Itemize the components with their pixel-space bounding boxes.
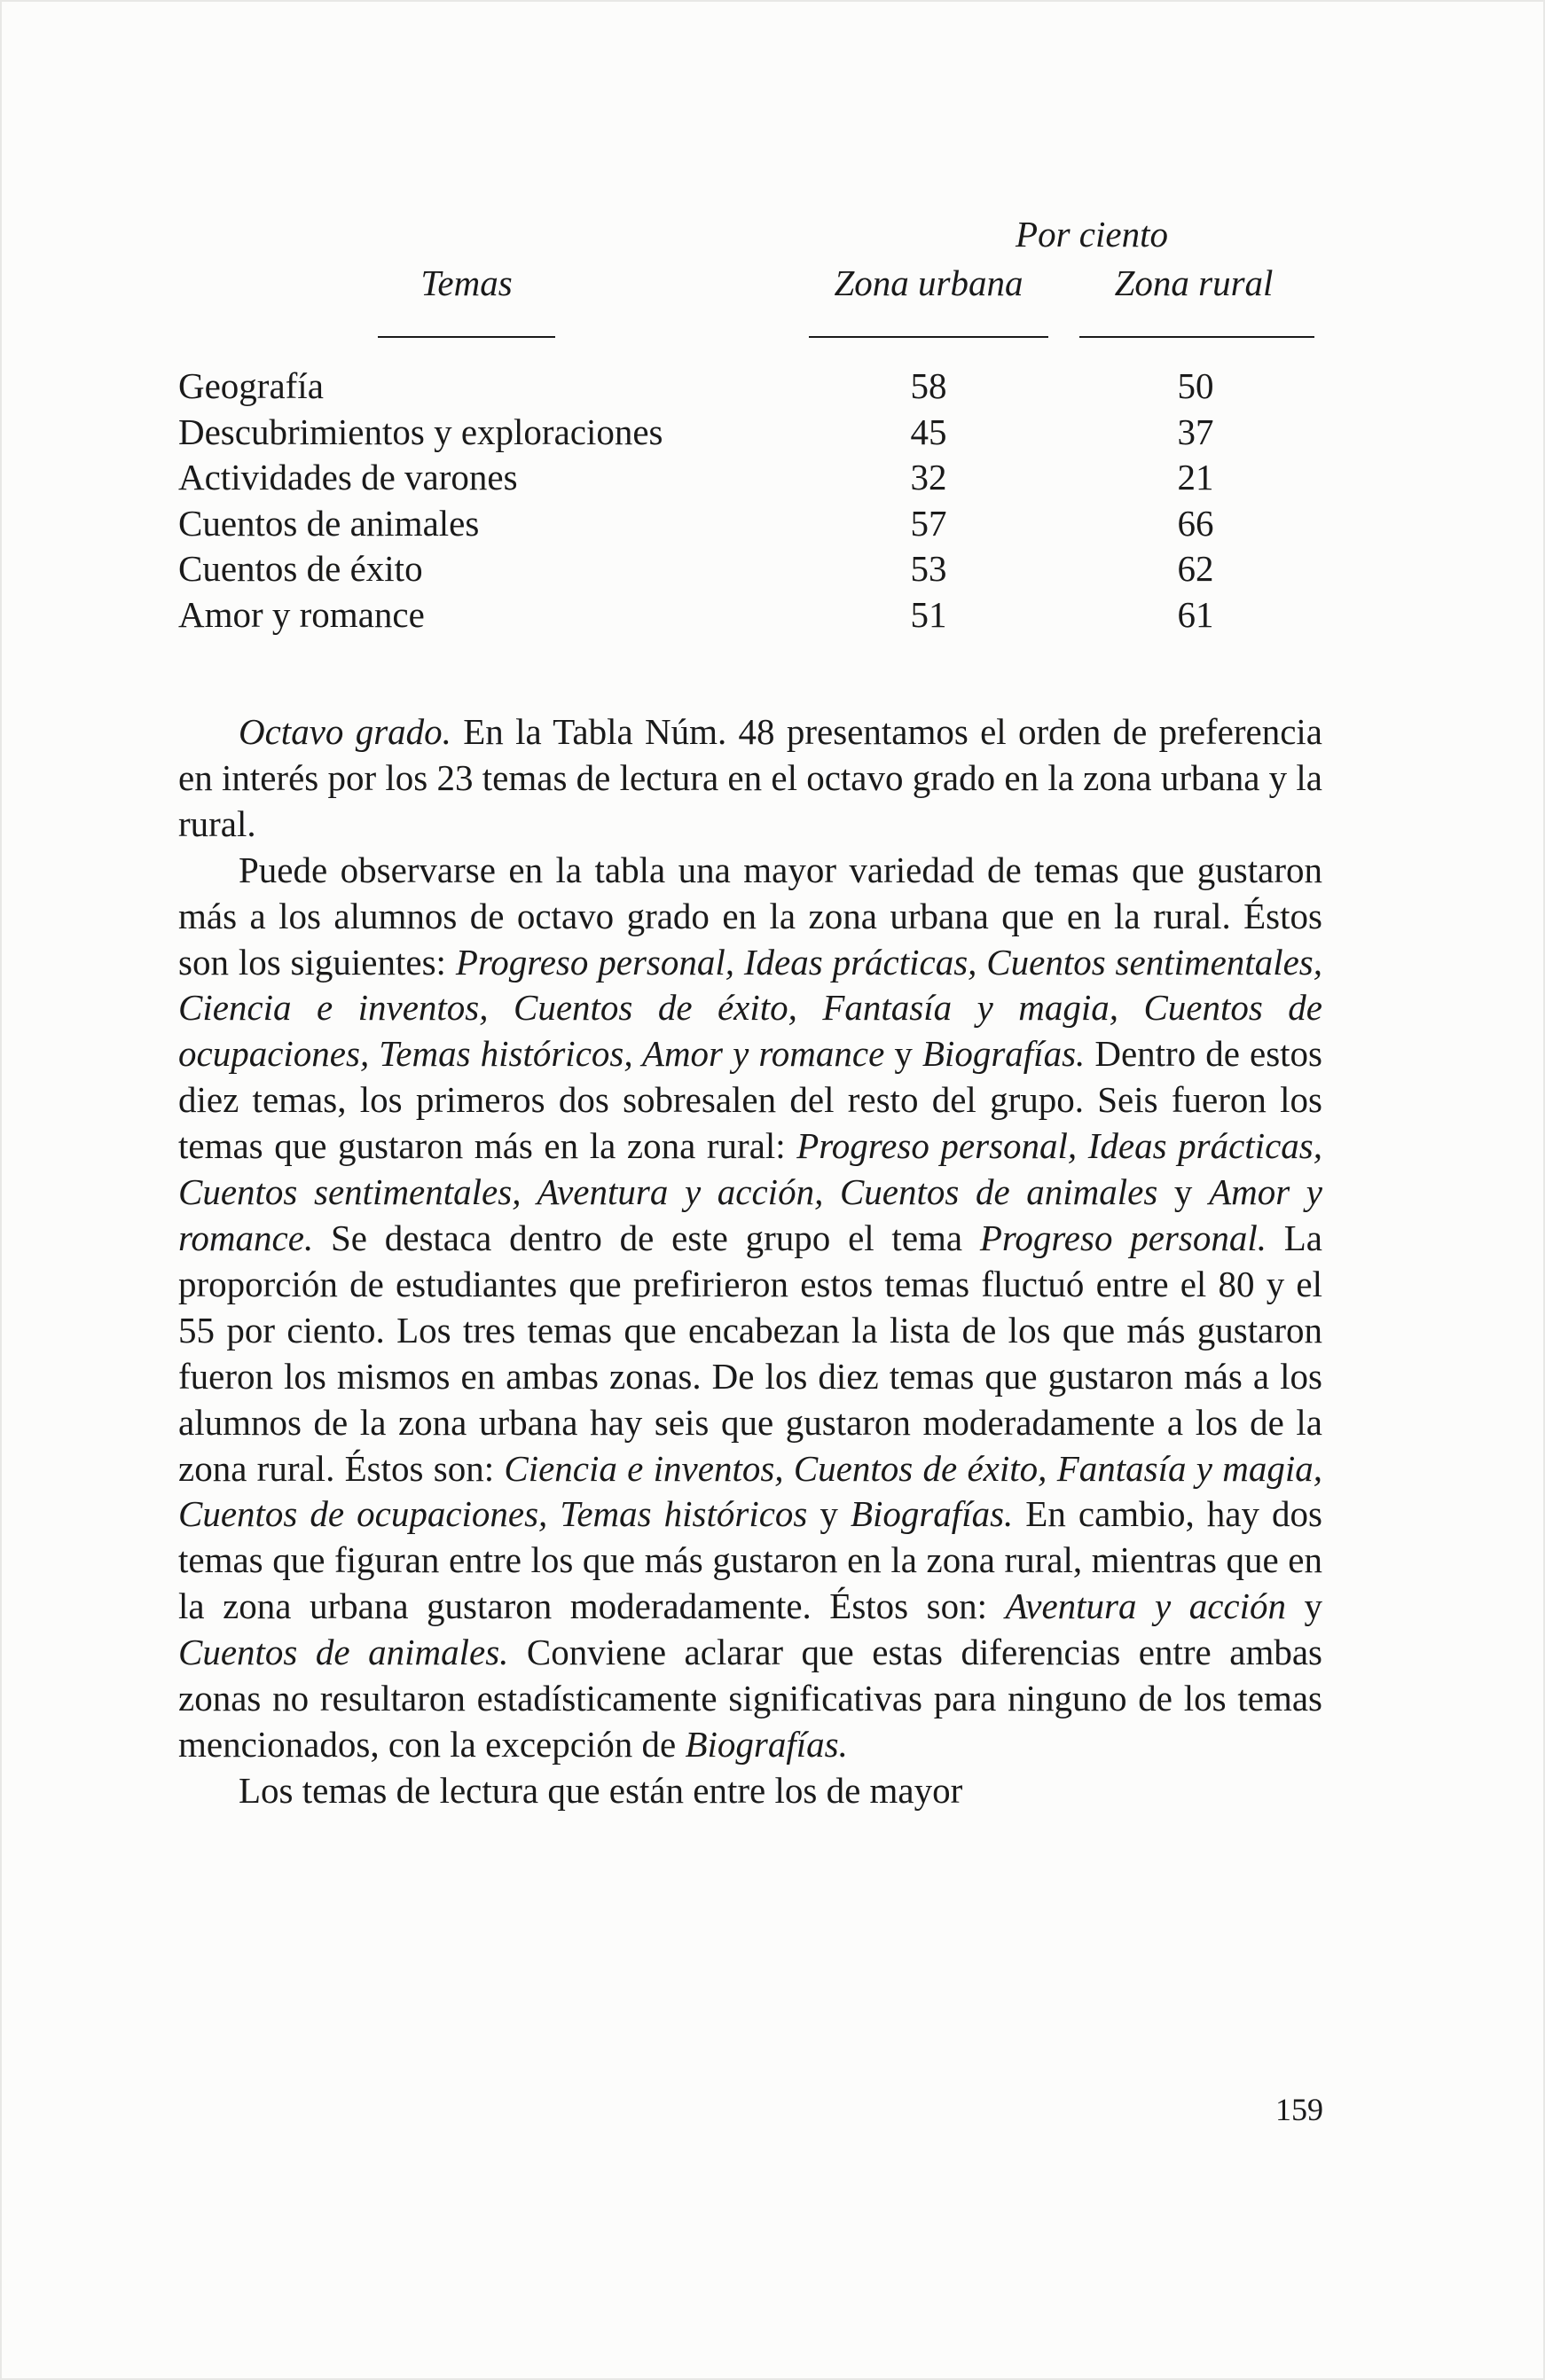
cell-tema: Geografía — [178, 365, 324, 406]
run-text: Dentro de estos diez temas, los primeros dos sobresalen del resto del grupo. Seis fueron los temas que gustaron más en la zona rural: — [178, 1033, 1322, 1167]
table-row — [178, 546, 1322, 592]
header-rule-temas — [378, 336, 555, 338]
cell-rural: 62 — [1177, 548, 1214, 589]
header-por-ciento: Por ciento — [1016, 214, 1168, 254]
run-italic: Amor y romance. — [178, 1171, 1322, 1258]
cell-rural: 21 — [1177, 457, 1214, 497]
paragraph-octavo-grado — [178, 709, 1322, 848]
run-text: Puede observarse en la tabla una mayor variedad de temas que gustaron más a los alumnos de octavo grado en la zona urbana que en la rural. Éstos son los siguientes: — [178, 849, 1322, 983]
run-text: y — [884, 1033, 922, 1075]
cell-urbana: 45 — [910, 411, 947, 452]
header-zona-rural: Zona rural — [1114, 262, 1274, 303]
page-number: 159 — [1275, 2092, 1323, 2127]
run-italic: Progreso personal, Ideas prácticas, Cuentos sentimentales, Aventura y acción, Cuentos de animales — [178, 1125, 1322, 1213]
run-text: y — [1286, 1585, 1322, 1627]
cell-urbana: 57 — [910, 502, 947, 544]
cell-tema: Cuentos de animales — [178, 502, 480, 544]
run-text: y — [807, 1493, 851, 1535]
table-row — [178, 364, 1322, 410]
header-rule-rural — [1079, 336, 1314, 338]
run-italic: Ciencia e inventos, Cuentos de éxito, Fantasía y magia, Cuentos de ocupaciones, Temas históricos — [178, 1447, 1322, 1535]
run-text: La proporción de estudiantes que prefirieron estos temas fluctuó entre el 80 y el 55 por ciento. Los tres temas que encabezan la lista de los que más gustaron fueron los mismos en ambas zonas. De los diez temas que gustaron más a los alumnos de la zona urbana hay seis que gustaron moderadamente a los de la zona rural. Éstos son: — [178, 1217, 1322, 1489]
run-text: Conviene aclarar que estas diferencias entre ambas zonas no resultaron estadísticamente significativas para ninguno de los temas mencionados, con la excepción de — [178, 1632, 1322, 1765]
run-heading: Octavo grado. — [239, 711, 451, 752]
cell-urbana: 32 — [910, 457, 947, 497]
run-italic: Progreso personal. — [979, 1217, 1267, 1258]
header-temas: Temas — [420, 262, 513, 303]
paragraph-analysis — [178, 848, 1322, 1768]
cell-tema: Actividades de varones — [178, 457, 518, 497]
cell-rural: 50 — [1177, 365, 1214, 406]
body-text — [178, 709, 1322, 1814]
run-italic: Progreso personal, Ideas prácticas, Cuentos sentimentales, Ciencia e inventos, Cuentos de éxito, Fantasía y magia, Cuentos de ocupaciones, Temas históricos, Amor y romance — [178, 941, 1322, 1075]
header-rule-urbana — [809, 336, 1048, 338]
paragraph-continued: Los temas de lectura que están entre los de mayor — [239, 1769, 963, 1811]
run-italic: Aventura y acción — [1005, 1585, 1286, 1627]
cell-tema: Amor y romance — [178, 593, 425, 635]
table-body — [178, 364, 1322, 638]
cell-rural: 66 — [1177, 502, 1214, 544]
run-italic: Cuentos de animales. — [178, 1632, 509, 1673]
run-italic: Biografías. — [850, 1493, 1014, 1535]
cell-rural: 37 — [1177, 411, 1214, 452]
run-italic: Biografías. — [685, 1723, 848, 1765]
cell-tema: Descubrimientos y exploraciones — [178, 411, 663, 452]
table-row — [178, 410, 1322, 456]
header-zona-urbana: Zona urbana — [834, 262, 1023, 303]
run-text: Se destaca dentro de este grupo el tema — [313, 1217, 980, 1258]
cell-urbana: 58 — [910, 365, 947, 406]
cell-urbana: 51 — [910, 593, 947, 635]
run-text: En cambio, hay dos temas que figuran entre los que más gustaron en la zona rural, mientras que en la zona urbana gustaron moderadamente. Éstos son: — [178, 1493, 1322, 1627]
run-text: y — [1157, 1171, 1210, 1213]
table-row — [178, 455, 1322, 501]
run-text: En la Tabla Núm. 48 presentamos el orden de preferencia en interés por los 23 temas de lectura en el octavo grado en la zona urbana y la rural. — [178, 711, 1323, 844]
cell-rural: 61 — [1177, 593, 1214, 635]
table-row — [178, 501, 1322, 547]
table-row — [178, 592, 1322, 638]
run-italic: Biografías. — [922, 1033, 1086, 1075]
cell-tema: Cuentos de éxito — [178, 548, 423, 589]
cell-urbana: 53 — [910, 548, 947, 589]
